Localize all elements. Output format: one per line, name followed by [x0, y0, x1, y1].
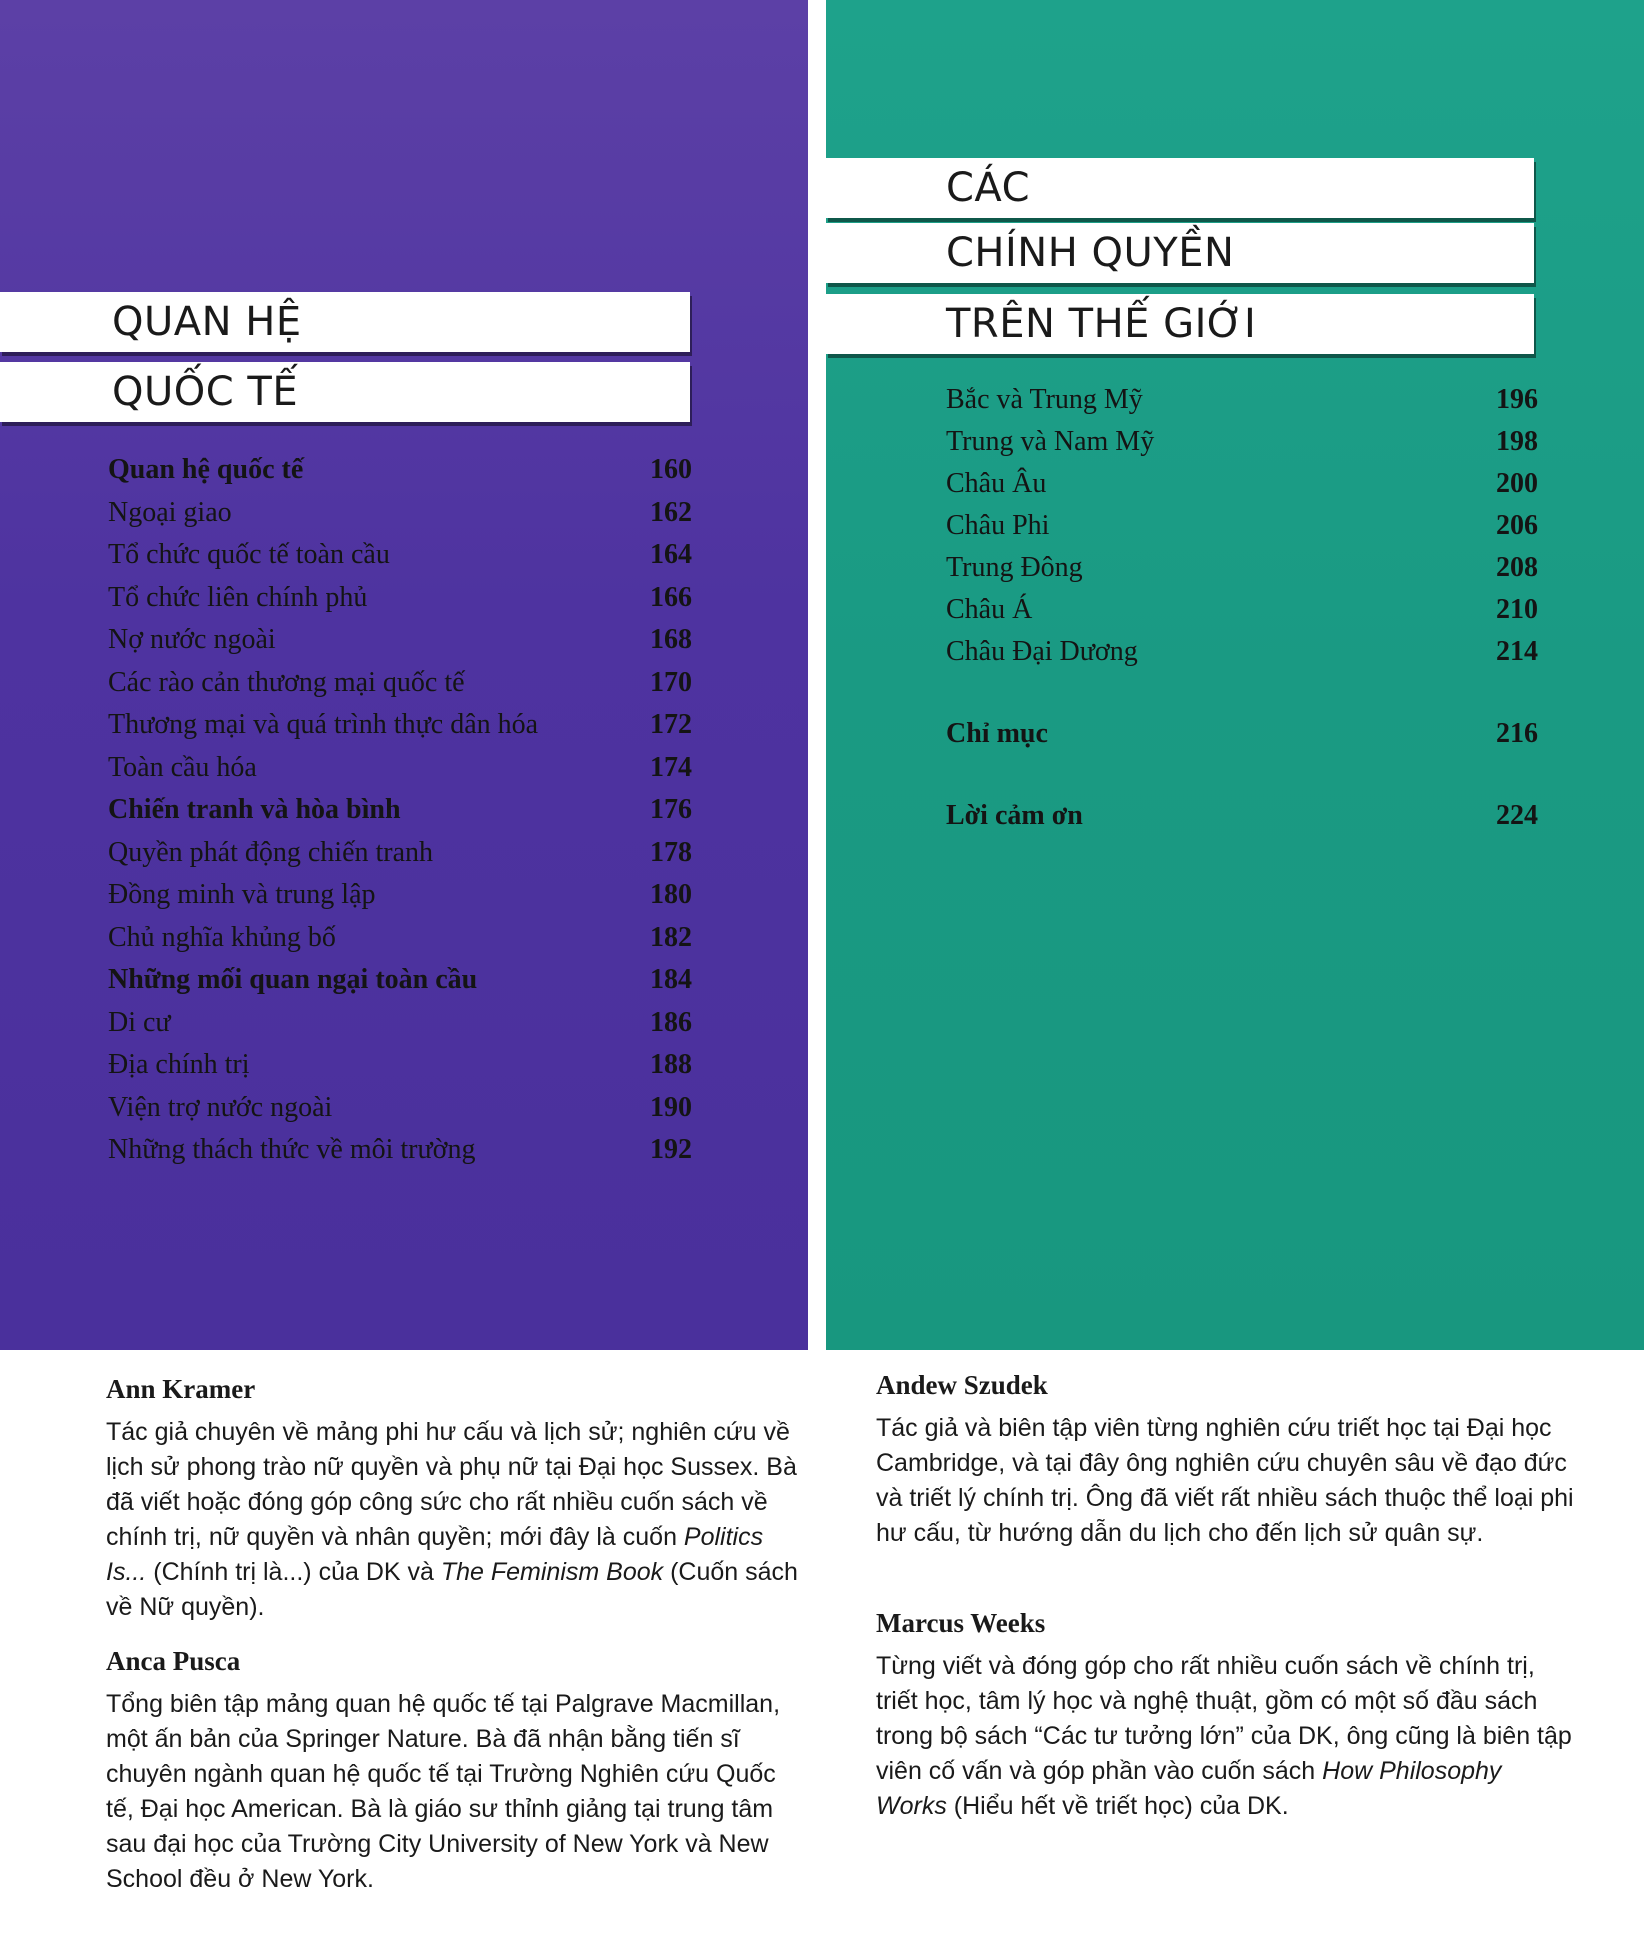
- toc-entry-label: Tổ chức liên chính phủ: [108, 581, 368, 613]
- toc-entry: [946, 632, 1538, 672]
- toc-entry-label: Di cư: [108, 1006, 171, 1038]
- bio-name: Anca Pusca: [106, 1646, 241, 1676]
- toc-entry-label: Chủ nghĩa khủng bố: [108, 921, 336, 953]
- toc-entry-label: Nợ nước ngoài: [108, 624, 276, 655]
- bio-text-segment: Tổng biên tập mảng quan hệ quốc tế tại Palgrave Macmillan, một ấn bản của Springer Nature. Bà đã nhận bằng tiến sĩ chuyên ngành quan hệ quốc tế tại Trường Nghiên cứu Quốc tế, Đại học American. Bà là giáo sư thỉnh giảng tại trung tâm sau đại học của Trường City University of New York và New School đều ở New York.: [106, 1690, 781, 1893]
- bio-marcus-weeks: [876, 1608, 1576, 1824]
- bio-andew-szudek: [876, 1370, 1576, 1551]
- toc-entry-page-number: 180: [650, 879, 692, 910]
- toc-entry: [108, 705, 692, 745]
- bio-text-segment: Từng viết và đóng góp cho rất nhiều cuốn sách về chính trị, triết học, tâm lý học và nghệ thuật, gồm có một số đầu sách trong bộ sách “Các tư tưởng lớn” của DK, ông cũng là biên tập viên cố vấn và góp phần vào cuốn sách: [876, 1652, 1572, 1785]
- toc-entry-page-number: 224: [1496, 799, 1538, 831]
- right-title-line-1: CÁC: [826, 158, 1534, 218]
- toc-entry-label: Thương mại và quá trình thực dân hóa: [108, 709, 539, 740]
- toc-entry-page-number: 174: [650, 751, 692, 783]
- toc-entry-label: Chỉ mục: [946, 717, 1048, 749]
- toc-entry-label: Châu Âu: [946, 468, 1047, 499]
- toc-entry-label: Tổ chức quốc tế toàn cầu: [108, 539, 390, 570]
- toc-entry: [108, 790, 692, 830]
- toc-entry-page-number: 182: [650, 921, 692, 953]
- toc-entry-label: Chiến tranh và hòa bình: [108, 794, 401, 825]
- toc-entry-page-number: 210: [1496, 594, 1538, 625]
- right-toc-list: [946, 380, 1538, 840]
- toc-entry: [946, 422, 1538, 462]
- toc-entry-label: Lời cảm ơn: [946, 799, 1083, 831]
- toc-entry-page-number: 178: [650, 836, 692, 868]
- toc-entry: [108, 1130, 692, 1170]
- toc-entry: [946, 464, 1538, 504]
- toc-entry-page-number: 208: [1496, 552, 1538, 583]
- toc-entry-label: Đồng minh và trung lập: [108, 879, 376, 910]
- toc-entry-page-number: 176: [650, 794, 692, 825]
- toc-entry-page-number: 216: [1496, 717, 1538, 749]
- toc-entry: [108, 1003, 692, 1043]
- toc-entry: [108, 1088, 692, 1128]
- bio-name: Marcus Weeks: [876, 1608, 1046, 1638]
- toc-entry-page-number: 170: [650, 666, 692, 698]
- toc-entry-label: Trung và Nam Mỹ: [946, 426, 1155, 457]
- toc-entry-page-number: 186: [650, 1006, 692, 1038]
- bio-text: [876, 1411, 1576, 1551]
- toc-entry: [108, 833, 692, 873]
- toc-entry-page-number: 214: [1496, 636, 1538, 667]
- bio-text: [106, 1687, 806, 1897]
- toc-entry-label: Trung Đông: [946, 552, 1083, 583]
- bio-book-title: Politics Is...: [106, 1523, 764, 1586]
- toc-entry: [108, 663, 692, 703]
- toc-entry: [946, 548, 1538, 588]
- left-title-line-1: QUAN HỆ: [0, 292, 690, 352]
- left-toc-list: [108, 450, 692, 1170]
- right-title-line-2: CHÍNH QUYỀN: [826, 223, 1534, 283]
- toc-entry-page-number: 206: [1496, 510, 1538, 541]
- toc-entry: [108, 450, 692, 490]
- toc-entry-page-number: 184: [650, 964, 692, 995]
- toc-entry: [946, 796, 1538, 836]
- toc-entry: [108, 535, 692, 575]
- toc-entry: [108, 620, 692, 660]
- toc-entry-label: Châu Đại Dương: [946, 636, 1138, 667]
- toc-entry: [946, 380, 1538, 420]
- toc-entry-page-number: 200: [1496, 468, 1538, 499]
- bio-anca-pusca: [106, 1646, 806, 1897]
- bio-name: Ann Kramer: [106, 1374, 256, 1404]
- toc-entry: [946, 590, 1538, 630]
- bio-book-title: How Philosophy Works: [876, 1757, 1502, 1820]
- toc-entry-label: Ngoại giao: [108, 496, 232, 528]
- toc-entry: [108, 1045, 692, 1085]
- bio-text-segment: (Hiểu hết về triết học) của DK.: [946, 1792, 1289, 1820]
- bio-book-title: The Feminism Book: [440, 1558, 664, 1586]
- bio-text: [876, 1649, 1576, 1824]
- bio-text-segment: Tác giả và biên tập viên từng nghiên cứu triết học tại Đại học Cambridge, và tại đây ông nghiên cứu chuyên sâu về đạo đức và triết lý chính trị. Ông đã viết rất nhiều sách thuộc thể loại phi hư cấu, từ hướng dẫn du lịch cho đến lịch sử quân sự.: [876, 1414, 1574, 1547]
- toc-entry-label: Quan hệ quốc tế: [108, 454, 304, 485]
- toc-entry-label: Bắc và Trung Mỹ: [946, 384, 1143, 415]
- toc-entry-page-number: 166: [650, 581, 692, 613]
- toc-entry-page-number: 190: [650, 1091, 692, 1123]
- bio-text-segment: (Chính trị là...) của DK và: [146, 1558, 441, 1586]
- toc-entry-page-number: 168: [650, 624, 692, 655]
- toc-entry-label: Địa chính trị: [108, 1049, 250, 1080]
- toc-entry-label: Những mối quan ngại toàn cầu: [108, 964, 478, 995]
- bio-ann-kramer: [106, 1374, 806, 1625]
- toc-entry-page-number: 172: [650, 709, 692, 740]
- toc-entry-label: Những thách thức về môi trường: [108, 1134, 476, 1165]
- toc-entry-page-number: 198: [1496, 426, 1538, 457]
- toc-entry-page-number: 164: [650, 539, 692, 570]
- toc-entry-label: Châu Phi: [946, 510, 1050, 541]
- toc-entry-page-number: 188: [650, 1049, 692, 1080]
- toc-entry-label: Viện trợ nước ngoài: [108, 1091, 333, 1123]
- bio-text-segment: Tác giả chuyên về mảng phi hư cấu và lịch sử; nghiên cứu về lịch sử phong trào nữ quyền và phụ nữ tại Đại học Sussex. Bà đã viết hoặc đóng góp công sức cho rất nhiều cuốn sách về chính trị, nữ quyền và nhân quyền; mới đây là cuốn: [106, 1418, 797, 1551]
- toc-entry-label: Châu Á: [946, 594, 1033, 625]
- toc-entry: [108, 875, 692, 915]
- toc-entry-label: Các rào cản thương mại quốc tế: [108, 666, 465, 698]
- toc-entry-label: Quyền phát động chiến tranh: [108, 836, 434, 868]
- toc-entry-page-number: 160: [650, 454, 692, 485]
- toc-entry: [946, 714, 1538, 754]
- toc-entry: [108, 748, 692, 788]
- bio-text: [106, 1415, 806, 1625]
- toc-entry: [108, 918, 692, 958]
- toc-entry: [946, 506, 1538, 546]
- toc-entry: [108, 960, 692, 1000]
- toc-entry: [108, 578, 692, 618]
- toc-entry-page-number: 192: [650, 1134, 692, 1165]
- right-title-line-3: TRÊN THẾ GIỚI: [826, 294, 1534, 354]
- toc-entry-page-number: 196: [1496, 384, 1538, 415]
- toc-entry: [108, 493, 692, 533]
- left-title-line-2: QUỐC TẾ: [0, 362, 690, 422]
- bio-name: Andew Szudek: [876, 1370, 1048, 1400]
- toc-entry-label: Toàn cầu hóa: [108, 751, 257, 783]
- toc-entry-page-number: 162: [650, 496, 692, 528]
- panel-divider: [808, 0, 826, 1350]
- bio-text-segment: (Cuốn sách về Nữ quyền).: [106, 1558, 798, 1621]
